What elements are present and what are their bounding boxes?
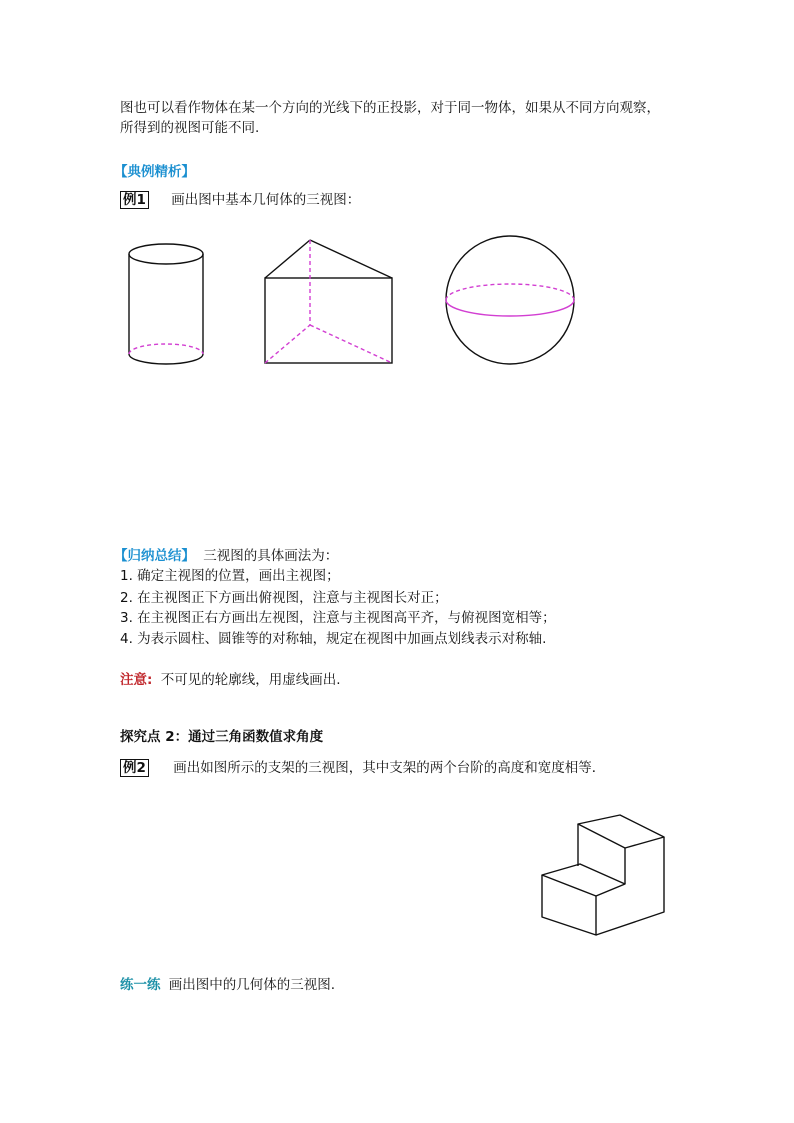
explore-title: 探究点 2：通过三角函数值求角度: [120, 729, 324, 745]
note-text: 不可见的轮廓线，用虚线画出.: [160, 672, 341, 688]
practice-row: [120, 975, 335, 995]
triangular-prism-figure: [262, 236, 402, 376]
example-1-text: 画出图中基本几何体的三视图：: [171, 192, 361, 208]
sphere-figure: [444, 234, 584, 374]
note-label: 注意:: [120, 672, 153, 688]
example-2: [120, 758, 605, 778]
summary-item-1: 1. 确定主视图的位置，画出主视图；: [120, 568, 340, 584]
section-heading: 【典例精析】: [114, 164, 195, 180]
note-row: [120, 670, 341, 690]
cylinder-figure: [124, 234, 214, 374]
bracket-figure: [540, 812, 680, 942]
summary-item-3: 3. 在主视图正右方画出左视图，注意与主视图高平齐，与俯视图宽相等；: [120, 610, 556, 626]
summary-intro: 三视图的具体画法为：: [203, 548, 339, 564]
practice-label: 练一练: [120, 977, 161, 993]
summary-item-4: 4. 为表示圆柱、圆锥等的对称轴，规定在视图中加画点划线表示对称轴.: [120, 631, 547, 647]
summary-heading: 【归纳总结】: [114, 548, 195, 564]
intro-line-2: 所得到的视图可能不同.: [120, 120, 260, 136]
example-1-label: 例1: [120, 191, 149, 209]
summary-item-2: 2. 在主视图正下方画出俯视图，注意与主视图长对正；: [120, 590, 448, 606]
example-2-text: 画出如图所示的支架的三视图，其中支架的两个台阶的高度和宽度相等．: [173, 760, 606, 776]
practice-text: 画出图中的几何体的三视图.: [168, 977, 336, 993]
intro-line-1: 图也可以看作物体在某一个方向的光线下的正投影，对于同一物体，如果从不同方向观察，: [120, 100, 660, 116]
example-1: [120, 190, 360, 210]
summary-heading-row: [114, 546, 338, 566]
example-2-label: 例2: [120, 759, 149, 777]
